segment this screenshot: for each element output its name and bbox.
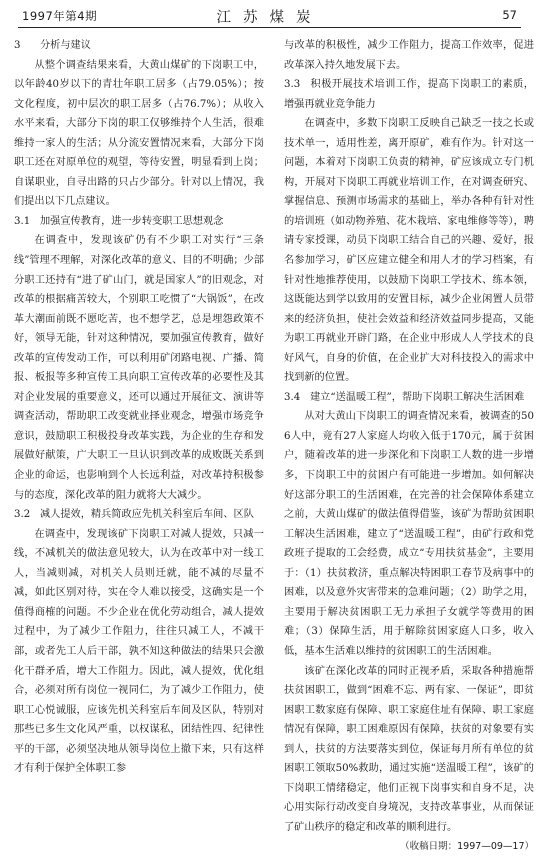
section-heading-3-4: 3.4 建立“送温暖工程”，帮助下岗职工解决生活困难: [284, 391, 525, 403]
left-column: [14, 36, 264, 806]
closing-paragraph: 该矿在深化改革的同时正视矛盾，采取各种措施帮扶贫困职工，做到“困难不忘、两有家、一保证”，即贫困职工数家庭有保障、职工家庭住址有保障、职工家庭情况有保障，职工困难原因有保障，扶贫的对象要有实到人，扶贫的方法要落实到位，保证每月所有单位的贫困职工领取50%救助，通过实施“送温暖工程”，该矿的下岗职工情绪稳定，他们正视下岗事实和自身不足，决心用实际行动改变自身境况，支持改革事业，从而保证了矿山秩序的稳定和改革的顺利进行。: [284, 665, 534, 833]
header-rule: [18, 27, 521, 28]
right-column: [284, 36, 534, 853]
page-header: [0, 0, 539, 26]
page-number: 57: [502, 8, 517, 22]
section-heading-3-3: 3.3 积极开展技术培训工作，提高下岗职工的素质，增强再就业竞争能力: [284, 79, 534, 110]
intro-paragraph: 从整个调查结果来看，大黄山煤矿的下岗职工中，以年龄40岁以下的青壮年职工居多（占79.05%）；按文化程度，初中层次的职工居多（占76.7%）；从收入水平来看，大部分下岗的职工仅够维持个人生活，很难维持一家人的生活；从分流安置情况来看，大部分下岗职工还在对原单位的观望，等待安置，明显看到上岗；自谋职业，自寻出路的只占少部分。针对以上情况，我们提出以下几点建议。: [14, 59, 264, 208]
section-heading-3: 3 分析与建议: [14, 40, 91, 51]
section-heading-3-2: 3.2 减人提效，精兵简政应先机关科室后车间、区队: [14, 509, 254, 521]
issue-label: 1997年第4期: [22, 9, 98, 23]
section-3-4-body: 从对大黄山下岗职工的调查情况来看，被调查的506人中，竟有27人家庭人均收入低于170元，属于贫困户，随着改革的进一步深化和下岗职工人数的进一步增多，下岗职工中的贫困户有可能进一步增加。如何解决好这部分职工的生活困难，在完善的社会保障体系建立之前，大黄山煤矿的做法值得借鉴，该矿为帮助贫困职工解决生活困难，建立了“送温暖工程”，由矿行政和党政班子提取的工会经费，成立“专用扶贫基金”，主要用于：（1）扶贫救济，重点解决特困职工春节及病事中的困难，以及意外灾害带来的急难问题；（2）助学之用，主要用于解决贫困职工无力承担子女就学等费用的困难；（3）保障生活，用于解除贫困家庭人口多，收入低，基本生活难以维持的贫困职工的生活困难。: [284, 411, 534, 657]
section-3-2-body: 在调查中，发现该矿下岗职工对减人提效，只减一线，不减机关的做法意见较大，认为在改革中对一线工人，当减则减，对机关人员则迁就，能不减的尽量不减，如此区别对待，实在令人难以接受，这确实是一个值得商榷的问题。不少企业在优化劳动组合，减人提效过程中，为了减少工作阻力，往往只减工人，不减干部，或者先工人后干部，孰不知这种做法的结果只会激化干群矛盾，增大工作阻力。因此，减人提效，优化组合，必须对所有岗位一视同仁，为了减少工作阻力，使职工心悦诚服，应该先机关科室后车间及区队，特别对那些已多生文化风严重，以权谋私，团结性四、纪律性平的干部，必须坚决地从领导岗位上撤下来，只有这样才有利于保护全体职工参: [14, 528, 264, 775]
section-3-1-body: 在调查中，发现该矿仍有不少职工对实行“三条线”管理不理解，对深化改革的意义、目的不明确；少部分职工还持有“进了矿山门，就是国家人”的旧观念，对改革的根据痛苦较大，个别职工吃惯了“大锅饭”，在改革大潮面前既不愿吃苦，也不想学艺，总是埋怨政策不好，领导无能，针对这种情况，要加强宣传教育，做好改革的宣传发动工作，可以利用矿闭路电视、广播、简报、板报等多种宣传工具向职工宣传改革的必要性及其对企业发展的重要意义，还可以通过开展征文、演讲等调查活动，帮助职工改变就业择业观念，增强市场竞争意识，鼓励职工积极投身改革实践，为企业的生存和发展做好献策，广大职工一旦认识到改革的成败既关系到企业的命运，也影响到个人长远利益，对改革持积极参与的态度，深化改革的阻力就将大大减少。: [14, 235, 264, 501]
section-heading-3-1: 3.1 加强宣传教育，进一步转变职工思想观念: [14, 215, 224, 227]
section-3-3-body: 在调查中，多数下岗职工反映自己缺乏一技之长或技术单一，适用性差，离开原矿，难有作为。针对这一问题，本着对下岗职工负责的精神，矿应该成立专门机构，开展对下岗职工再就业培训工作，在对调查研究、掌握信息、预测市场需求的基础上，举办各种有针对性的培训班（如动物养殖、花木栽培、家电维修等等），聘请专家授课，动员下岗职工结合自己的兴趣、爱好，报名参加学习，矿区应建立健全和用人才的学习档案，有针对性地推荐使用，以鼓励下岗职工学技术、练本领，这既能达到学以致用的安置目标，减少企业闲置人员带来的经济负担，使社会效益和经济效益同步提高，又能为职工再就业开辟门路，在企业中形成人人学技术的良好风气，自身的价值，在企业扩大对科技投入的需求中找到新的位置。: [284, 118, 534, 384]
journal-title: 江苏煤炭: [216, 10, 323, 26]
received-date: （收稿日期：1997—09—17）: [400, 841, 534, 853]
continued-paragraph: 与改革的积极性，减少工作阻力，提高工作效率，促进改革深入持久地发展下去。: [284, 40, 534, 71]
